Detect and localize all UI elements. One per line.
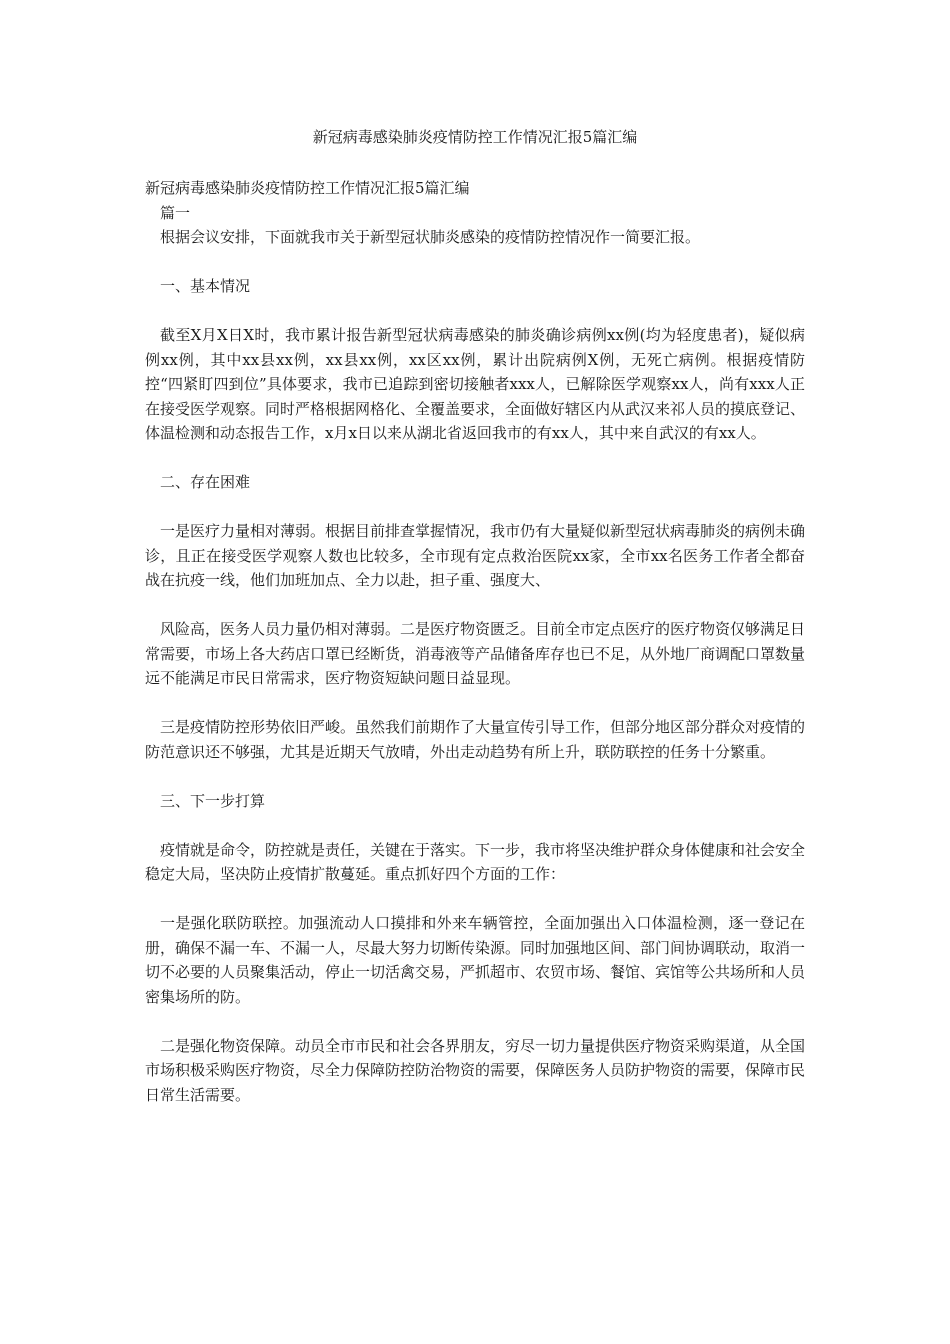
- document-subtitle: 新冠病毒感染肺炎疫情防控工作情况汇报5篇汇编: [145, 179, 470, 197]
- section-paragraph: 疫情就是命令，防控就是责任，关键在于落实。下一步，我市将坚决维护群众身体健康和社会安全稳定大局，坚决防止疫情扩散蔓延。重点抓好四个方面的工作：: [145, 840, 806, 883]
- section-heading-difficulties: 二、存在困难: [160, 473, 251, 491]
- document-body: [145, 176, 805, 1132]
- section-heading-next-steps: 三、下一步打算: [160, 791, 266, 810]
- section-heading-basic-situation: 一、基本情况: [160, 277, 251, 295]
- section-paragraph: 三是疫情防控形势依旧严峻。虽然我们前期作了大量宣传引导工作，但部分地区部分群众对疫情的防范意识还不够强，尤其是近期天气放晴，外出走动趋势有所上升，联防联控的任务十分繁重。: [145, 718, 806, 761]
- section-paragraph: 二是强化物资保障。动员全市市民和社会各界朋友，穷尽一切力量提供医疗物资采购渠道，从全国市场积极采购医疗物资，尽全力保障防控防治物资的需要，保障医务人员防护物资的需要，保障市民日常生活需要。: [145, 1036, 806, 1104]
- document-title: 新冠病毒感染肺炎疫情防控工作情况汇报5篇汇编: [312, 128, 638, 146]
- section-paragraph: 截至X月X日X时，我市累计报告新型冠状病毒感染的肺炎确诊病例xx例(均为轻度患者)，疑似病例xx例，其中xx县xx例，xx县xx例，xx区xx例，累计出院病例X例，无死亡病例。根据疫情防控“四紧盯四到位”具体要求，我市已追踪到密切接触者xxx人，已解除医学观察xx人，尚有xxx人正在接受医学观察。同时严格根据网格化、全覆盖要求，全面做好辖区内从武汉来祁人员的摸底登记、体温检测和动态报告工作，x月x日以来从湖北省返回我市的有xx人，其中来自武汉的有xx人。: [145, 326, 806, 442]
- section-paragraph: 一是强化联防联控。加强流动人口摸排和外来车辆管控，全面加强出入口体温检测，逐一登记在册，确保不漏一车、不漏一人，尽最大努力切断传染源。同时加强地区间、部门间协调联动，取消一切不必要的人员聚集活动，停止一切活禽交易，严抓超市、农贸市场、餐馆、宾馆等公共场所和人员密集场所的防。: [145, 914, 806, 1006]
- intro-paragraph: 根据会议安排，下面就我市关于新型冠状肺炎感染的疫情防控情况作一简要汇报。: [160, 228, 701, 246]
- section-paragraph: 一是医疗力量相对薄弱。根据目前排查掌握情况，我市仍有大量疑似新型冠状病毒肺炎的病例未确诊，且正在接受医学观察人数也比较多，全市现有定点救治医院xx家，全市xx名医务工作者全都奋战在抗疫一线，他们加班加点、全力以赴，担子重、强度大、: [145, 522, 806, 589]
- section-paragraph: 风险高，医务人员力量仍相对薄弱。二是医疗物资匮乏。目前全市定点医疗的医疗物资仅够满足日常需要，市场上各大药店口罩已经断货，消毒液等产品储备库存也已不足，从外地厂商调配口罩数量远不能满足市民日常需求，医疗物资短缺问题日益显现。: [145, 620, 806, 687]
- part-label: 篇一: [160, 203, 191, 222]
